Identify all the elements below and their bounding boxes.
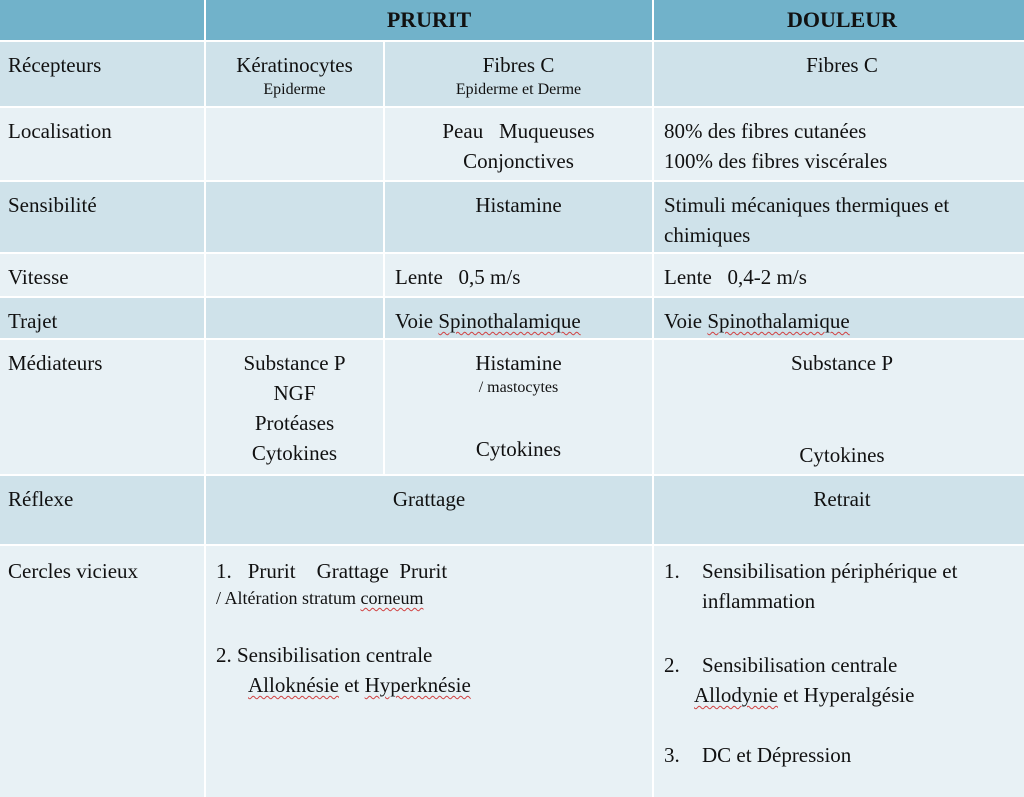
prurit-cercles-item1-num: 1. <box>216 559 232 583</box>
douleur-reflexe: Retrait <box>654 476 1024 544</box>
row-label-trajet: Trajet <box>0 298 204 338</box>
prurit-localisation <box>385 108 652 180</box>
prurit-mediateurs-list <box>206 340 383 474</box>
header-prurit: PRURIT <box>206 0 652 40</box>
epiderme-text: Epiderme <box>263 81 326 98</box>
prurit-trajet-empty <box>206 298 383 338</box>
prurit-trajet-word: Spinothalamique <box>438 309 581 333</box>
spacer <box>654 378 1024 440</box>
douleur-localisation <box>654 108 1024 180</box>
prurit-cercles <box>206 546 652 797</box>
douleur-trajet-word: Spinothalamique <box>707 309 850 333</box>
et-word: et <box>338 673 365 697</box>
spacer <box>664 616 1022 650</box>
prurit-sensibilite-empty <box>206 182 383 252</box>
stratum-prefix: / Altération stratum <box>216 588 361 608</box>
mediateur-mastocytes: / mastocytes <box>478 379 559 396</box>
prurit-sensibilite: Histamine <box>385 182 652 252</box>
row-label-vitesse: Vitesse <box>0 254 204 296</box>
douleur-vitesse: Lente 0,4-2 m/s <box>654 254 1024 296</box>
douleur-trajet-prefix: Voie <box>664 309 708 333</box>
hyperalgesie-text: et Hyperalgésie <box>778 683 915 707</box>
row-label-reflexe: Réflexe <box>0 476 204 544</box>
prurit-localisation-empty <box>206 108 383 180</box>
douleur-mediateurs <box>654 340 1024 474</box>
douleur-recepteurs: Fibres C <box>654 42 1024 106</box>
hyperknesie-word: Hyperknésie <box>364 673 471 697</box>
douleur-cercles-item1 <box>664 556 1022 616</box>
row-label-cercles: Cercles vicieux <box>0 546 204 797</box>
prurit-trajet <box>385 298 652 338</box>
prurit-recepteurs-keratinocytes <box>206 42 383 106</box>
douleur-cercles-item3-num: 3. <box>664 743 680 767</box>
douleur-localisation-line2: 100% des fibres viscérales <box>664 149 888 173</box>
douleur-cercles-item1-text: Sensibilisation périphérique et inflammation <box>702 559 958 613</box>
douleur-cercles-item1-num: 1. <box>664 559 680 583</box>
keratinocytes-text: Kératinocytes <box>236 53 353 77</box>
prurit-reflexe: Grattage <box>206 476 652 544</box>
douleur-localisation-line1: 80% des fibres cutanées <box>664 119 867 143</box>
prurit-mediateurs-histamine <box>385 340 652 474</box>
spacer <box>216 610 652 640</box>
prurit-vitesse: Lente 0,5 m/s <box>385 254 652 296</box>
prurit-vitesse-empty <box>206 254 383 296</box>
mediateur-cytokines-b: Cytokines <box>475 437 562 461</box>
prurit-cercles-item2: 2. Sensibilisation centrale <box>216 643 433 667</box>
epiderme-derme-text: Epiderme et Derme <box>455 81 582 98</box>
mediateur-ngf: NGF <box>273 381 316 405</box>
prurit-cercles-item2-sub <box>216 670 652 700</box>
douleur-cercles-item3-text: DC et Dépression <box>702 743 852 767</box>
alloknesie-word: Alloknésie <box>248 673 339 697</box>
mediateur-histamine: Histamine <box>475 351 562 375</box>
stratum-corneum-word: corneum <box>360 588 424 608</box>
douleur-cercles-item2-text: Sensibilisation centrale <box>702 653 898 677</box>
localisation-line2: Conjonctives <box>463 149 574 173</box>
douleur-sensibilite: Stimuli mécaniques thermiques et chimiques <box>654 182 1024 252</box>
row-label-recepteurs: Récepteurs <box>0 42 204 106</box>
mediateur-cytokines: Cytokines <box>251 441 338 465</box>
row-label-mediateurs: Médiateurs <box>0 340 204 474</box>
prurit-recepteurs-fibres <box>385 42 652 106</box>
mediateur-proteases: Protéases <box>254 411 335 435</box>
douleur-cercles-item3 <box>664 740 1022 770</box>
douleur-cercles-item2 <box>664 650 1022 680</box>
douleur-cercles <box>654 546 1024 797</box>
prurit-trajet-prefix: Voie <box>395 309 439 333</box>
localisation-line1: Peau Muqueuses <box>442 119 595 143</box>
douleur-cercles-item2-num: 2. <box>664 653 680 677</box>
fibres-c-text: Fibres C <box>482 53 555 77</box>
row-label-sensibilite: Sensibilité <box>0 182 204 252</box>
douleur-cercles-item2-sub <box>664 680 1022 710</box>
spacer <box>664 710 1022 740</box>
row-label-localisation: Localisation <box>0 108 204 180</box>
prurit-cercles-item1-text: Prurit Grattage Prurit <box>247 559 448 583</box>
mediateur-substance-p: Substance P <box>243 351 346 375</box>
douleur-trajet <box>654 298 1024 338</box>
douleur-cytokines: Cytokines <box>799 443 885 467</box>
allodynie-word: Allodynie <box>694 683 778 707</box>
header-empty-cell <box>0 0 204 40</box>
prurit-cercles-item1-sub <box>216 586 652 610</box>
spacer <box>385 398 652 434</box>
prurit-cercles-item1 <box>216 556 652 586</box>
douleur-substance-p: Substance P <box>790 351 894 375</box>
header-douleur: DOULEUR <box>654 0 1024 40</box>
